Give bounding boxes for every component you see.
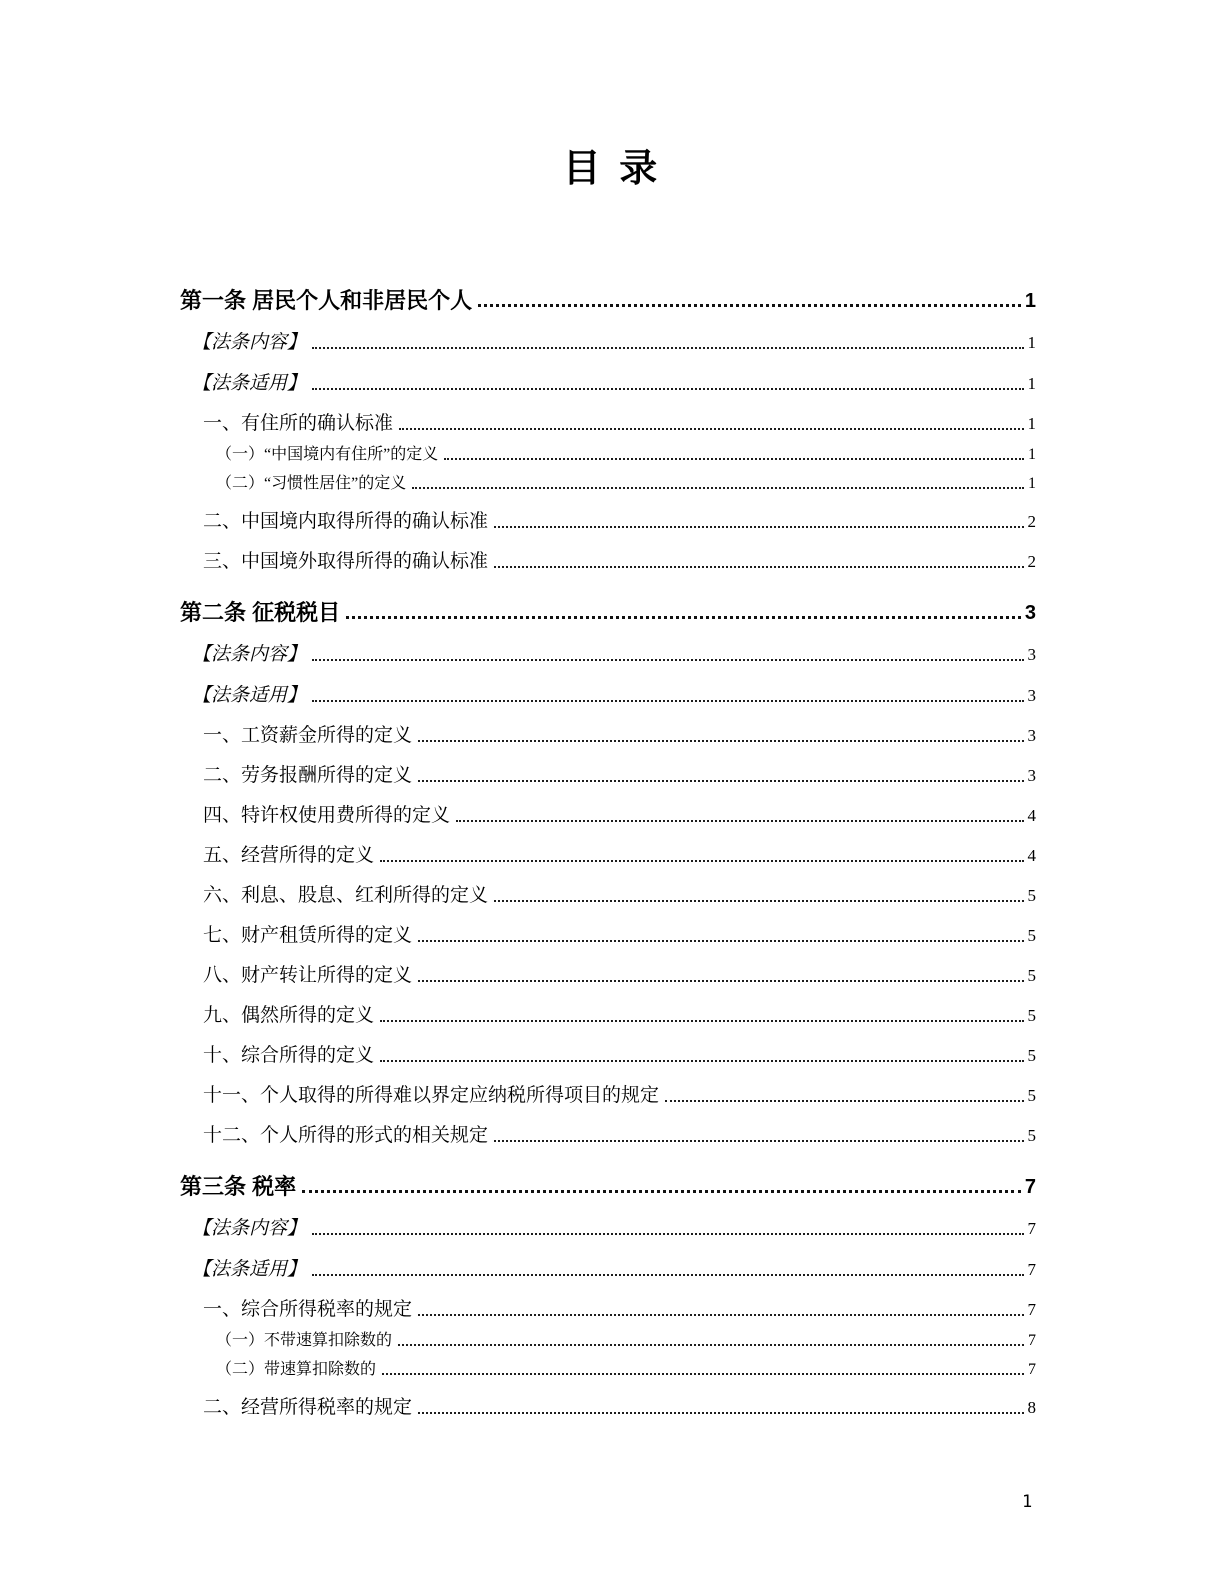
toc-entry-label[interactable]: 一、有住所的确认标准 bbox=[203, 413, 394, 434]
toc-entry-label[interactable]: 二、劳务报酬所得的定义 bbox=[203, 765, 413, 786]
toc-entry[interactable] bbox=[180, 508, 1036, 536]
toc-entry-label[interactable]: 十一、个人取得的所得难以界定应纳税所得项目的规定 bbox=[203, 1085, 660, 1106]
dotted-leader bbox=[494, 1140, 1023, 1142]
toc-entry-page: 3 bbox=[1027, 766, 1036, 785]
toc-entry-label[interactable]: 七、财产租赁所得的定义 bbox=[203, 925, 413, 946]
toc-entry-page: 2 bbox=[1027, 552, 1036, 571]
toc-entry-page: 1 bbox=[1028, 446, 1036, 463]
dotted-leader bbox=[418, 1412, 1023, 1414]
dotted-leader bbox=[346, 616, 1021, 619]
toc-entry-label[interactable]: 四、特许权使用费所得的定义 bbox=[203, 805, 451, 826]
toc-entry-label[interactable]: 一、综合所得税率的规定 bbox=[203, 1299, 413, 1320]
toc-entry-label[interactable]: 十二、个人所得的形式的相关规定 bbox=[203, 1125, 489, 1146]
toc-entry[interactable] bbox=[180, 922, 1036, 950]
dotted-leader bbox=[418, 740, 1023, 742]
dotted-leader bbox=[399, 428, 1023, 430]
footer-page-number: 1 bbox=[1022, 1492, 1033, 1512]
toc-entry-label[interactable]: 六、利息、股息、红利所得的定义 bbox=[203, 885, 489, 906]
toc-entry[interactable] bbox=[180, 443, 1036, 467]
toc-entry[interactable] bbox=[180, 682, 1036, 710]
toc-entry-label[interactable]: 第三条 税率 bbox=[180, 1174, 297, 1199]
toc-entry-label[interactable]: （一）“中国境内有住所”的定义 bbox=[216, 446, 439, 463]
toc-entry-page: 2 bbox=[1027, 512, 1036, 531]
dotted-leader bbox=[312, 1233, 1023, 1235]
dotted-leader bbox=[312, 700, 1023, 702]
dotted-leader bbox=[312, 659, 1023, 661]
toc-entry-label[interactable]: 【法条内容】 bbox=[192, 644, 307, 665]
toc-entry-page: 8 bbox=[1027, 1398, 1036, 1417]
dotted-leader bbox=[456, 820, 1023, 822]
dotted-leader bbox=[418, 780, 1023, 782]
dotted-leader bbox=[478, 304, 1021, 307]
toc-entry-page: 5 bbox=[1027, 1006, 1036, 1025]
toc-entry[interactable] bbox=[180, 548, 1036, 576]
toc-entry[interactable] bbox=[180, 722, 1036, 750]
dotted-leader bbox=[494, 526, 1023, 528]
toc-entry-page: 5 bbox=[1027, 966, 1036, 985]
toc-entry-chapter-2[interactable] bbox=[180, 598, 1036, 628]
toc-entry-page: 5 bbox=[1027, 1126, 1036, 1145]
toc-entry-page: 1 bbox=[1027, 374, 1036, 393]
toc-entry-label[interactable]: 五、经营所得的定义 bbox=[203, 845, 375, 866]
toc-entry[interactable] bbox=[180, 370, 1036, 398]
toc-entry-label[interactable]: （二）带速算扣除数的 bbox=[216, 1361, 377, 1378]
toc-entry-page: 1 bbox=[1024, 290, 1036, 312]
toc-entry-label[interactable]: 二、中国境内取得所得的确认标准 bbox=[203, 511, 489, 532]
dotted-leader bbox=[418, 980, 1023, 982]
toc-entry-label[interactable]: 【法条适用】 bbox=[192, 373, 307, 394]
toc-entry[interactable] bbox=[180, 1394, 1036, 1422]
toc-entry[interactable] bbox=[180, 1329, 1036, 1353]
toc-entry-page: 3 bbox=[1027, 726, 1036, 745]
dotted-leader bbox=[382, 1373, 1024, 1375]
toc-entry-page: 5 bbox=[1027, 1086, 1036, 1105]
toc-entry-page: 3 bbox=[1024, 602, 1036, 624]
toc-entry-chapter-3[interactable] bbox=[180, 1172, 1036, 1202]
toc-entry[interactable] bbox=[180, 802, 1036, 830]
toc-entry-page: 7 bbox=[1027, 1300, 1036, 1319]
toc-entry[interactable] bbox=[180, 1256, 1036, 1284]
dotted-leader bbox=[380, 1020, 1023, 1022]
dotted-leader bbox=[380, 860, 1023, 862]
toc-entry[interactable] bbox=[180, 1215, 1036, 1243]
dotted-leader bbox=[302, 1190, 1021, 1193]
toc-entry[interactable] bbox=[180, 962, 1036, 990]
toc-entry-label[interactable]: （一）不带速算扣除数的 bbox=[216, 1332, 393, 1349]
toc-entry[interactable] bbox=[180, 1122, 1036, 1150]
toc-entry[interactable] bbox=[180, 762, 1036, 790]
toc-entry[interactable] bbox=[180, 842, 1036, 870]
toc-entry[interactable] bbox=[180, 410, 1036, 438]
toc-entry-chapter-1[interactable] bbox=[180, 286, 1036, 316]
dotted-leader bbox=[418, 940, 1023, 942]
toc-entry-label[interactable]: 第二条 征税税目 bbox=[180, 600, 341, 625]
toc-entry-page: 4 bbox=[1027, 846, 1036, 865]
toc-entry-label[interactable]: 第一条 居民个人和非居民个人 bbox=[180, 288, 473, 313]
toc-entry[interactable] bbox=[180, 882, 1036, 910]
toc-entry-label[interactable]: 二、经营所得税率的规定 bbox=[203, 1397, 413, 1418]
dotted-leader bbox=[312, 388, 1023, 390]
toc-entry-page: 1 bbox=[1028, 475, 1036, 492]
toc-entry-label[interactable]: 一、工资薪金所得的定义 bbox=[203, 725, 413, 746]
toc-entry-page: 7 bbox=[1028, 1361, 1036, 1378]
toc-entry-page: 3 bbox=[1027, 686, 1036, 705]
toc-entry[interactable] bbox=[180, 1002, 1036, 1030]
toc-entry-label[interactable]: 【法条内容】 bbox=[192, 332, 307, 353]
dotted-leader bbox=[444, 458, 1024, 460]
toc-entry[interactable] bbox=[180, 1042, 1036, 1070]
dotted-leader bbox=[418, 1314, 1023, 1316]
dotted-leader bbox=[665, 1100, 1023, 1102]
toc-entry-page: 7 bbox=[1027, 1260, 1036, 1279]
toc-entry-label[interactable]: （二）“习惯性居住”的定义 bbox=[216, 475, 407, 492]
toc-entry[interactable] bbox=[180, 329, 1036, 357]
dotted-leader bbox=[398, 1344, 1024, 1346]
toc-entry[interactable] bbox=[180, 641, 1036, 669]
toc-entry-page: 3 bbox=[1027, 645, 1036, 664]
toc-entry[interactable] bbox=[180, 1296, 1036, 1324]
toc-entry-page: 7 bbox=[1024, 1176, 1036, 1198]
dotted-leader bbox=[494, 566, 1023, 568]
toc-entry-label[interactable]: 八、财产转让所得的定义 bbox=[203, 965, 413, 986]
dotted-leader bbox=[412, 487, 1024, 489]
toc-entry-label[interactable]: 【法条适用】 bbox=[192, 1259, 307, 1280]
toc-entry-page: 5 bbox=[1027, 1046, 1036, 1065]
toc-entry-page: 1 bbox=[1027, 414, 1036, 433]
page-title: 目 录 bbox=[562, 148, 662, 190]
toc-entry[interactable] bbox=[180, 472, 1036, 496]
toc-entry-page: 5 bbox=[1027, 886, 1036, 905]
toc-entry-label[interactable]: 九、偶然所得的定义 bbox=[203, 1005, 375, 1026]
toc-entry-page: 7 bbox=[1028, 1332, 1036, 1349]
dotted-leader bbox=[312, 347, 1023, 349]
table-of-contents bbox=[180, 286, 1036, 1422]
toc-entry-page: 7 bbox=[1027, 1219, 1036, 1238]
toc-entry[interactable] bbox=[180, 1358, 1036, 1382]
toc-entry[interactable] bbox=[180, 1082, 1036, 1110]
toc-entry-page: 5 bbox=[1027, 926, 1036, 945]
dotted-leader bbox=[494, 900, 1023, 902]
toc-entry-label[interactable]: 三、中国境外取得所得的确认标准 bbox=[203, 551, 489, 572]
toc-entry-page: 4 bbox=[1027, 806, 1036, 825]
dotted-leader bbox=[380, 1060, 1023, 1062]
toc-entry-label[interactable]: 【法条内容】 bbox=[192, 1218, 307, 1239]
dotted-leader bbox=[312, 1274, 1023, 1276]
toc-entry-label[interactable]: 十、综合所得的定义 bbox=[203, 1045, 375, 1066]
toc-entry-page: 1 bbox=[1027, 333, 1036, 352]
toc-entry-label[interactable]: 【法条适用】 bbox=[192, 685, 307, 706]
